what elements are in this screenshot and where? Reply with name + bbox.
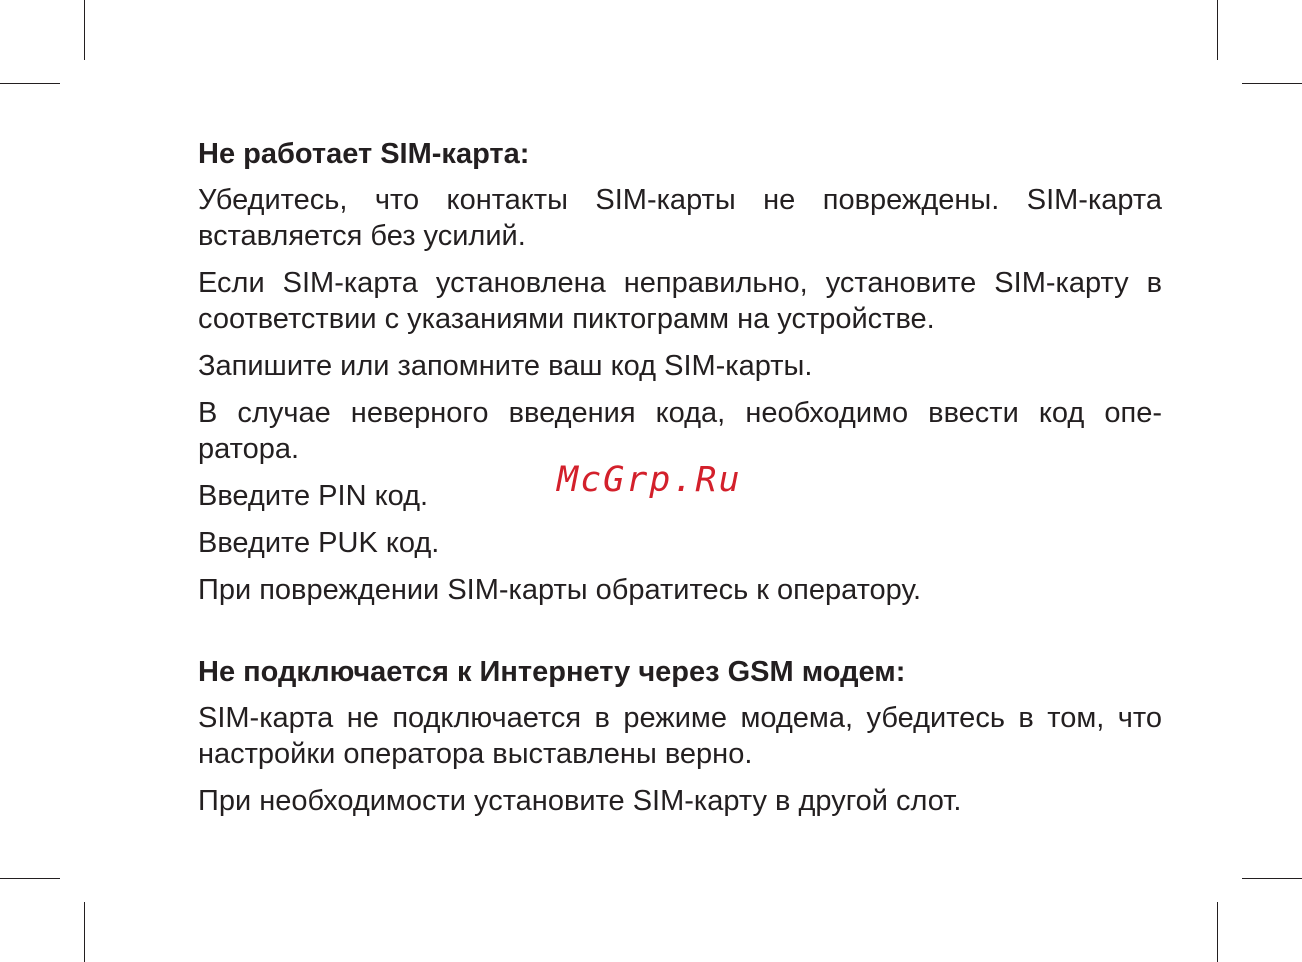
crop-mark-top-right-vertical	[1217, 0, 1218, 60]
paragraph: При повреждении SIM-карты обратитесь к оператору.	[198, 574, 922, 606]
paragraph: В случае неверного введения кода, необходимо ввести код опе-ратора.	[198, 397, 1162, 465]
crop-mark-top-right-horizontal	[1242, 83, 1302, 84]
section-heading-sim-card: Не работает SIM-карта:	[198, 138, 530, 170]
section-spacer	[198, 608, 1162, 654]
paragraph: SIM-карта не подключается в режиме модема, убедитесь в том, что настройки оператора выставлены верно.	[198, 702, 1162, 770]
watermark-text: McGrp.Ru	[557, 460, 742, 500]
crop-mark-bottom-right-horizontal	[1242, 878, 1302, 879]
paragraph: Если SIM-карта установлена неправильно, установите SIM-карту в соответствии с указаниями пиктограмм на устройстве.	[198, 267, 1162, 335]
crop-mark-bottom-left-horizontal	[0, 878, 60, 879]
section-heading-gsm-modem: Не подключается к Интернету через GSM модем:	[198, 656, 906, 688]
paragraph: Введите PUK код.	[198, 527, 440, 559]
paragraph: При необходимости установите SIM-карту в другой слот.	[198, 785, 962, 817]
crop-mark-top-left-vertical	[84, 0, 85, 60]
crop-mark-top-left-horizontal	[0, 83, 60, 84]
crop-mark-bottom-left-vertical	[84, 902, 85, 962]
paragraph: Запишите или запомните ваш код SIM-карты.	[198, 350, 813, 382]
paragraph: Убедитесь, что контакты SIM-карты не повреждены. SIM-карта вставляется без усилий.	[198, 184, 1162, 252]
crop-mark-bottom-right-vertical	[1217, 902, 1218, 962]
paragraph: Введите PIN код.	[198, 480, 429, 512]
